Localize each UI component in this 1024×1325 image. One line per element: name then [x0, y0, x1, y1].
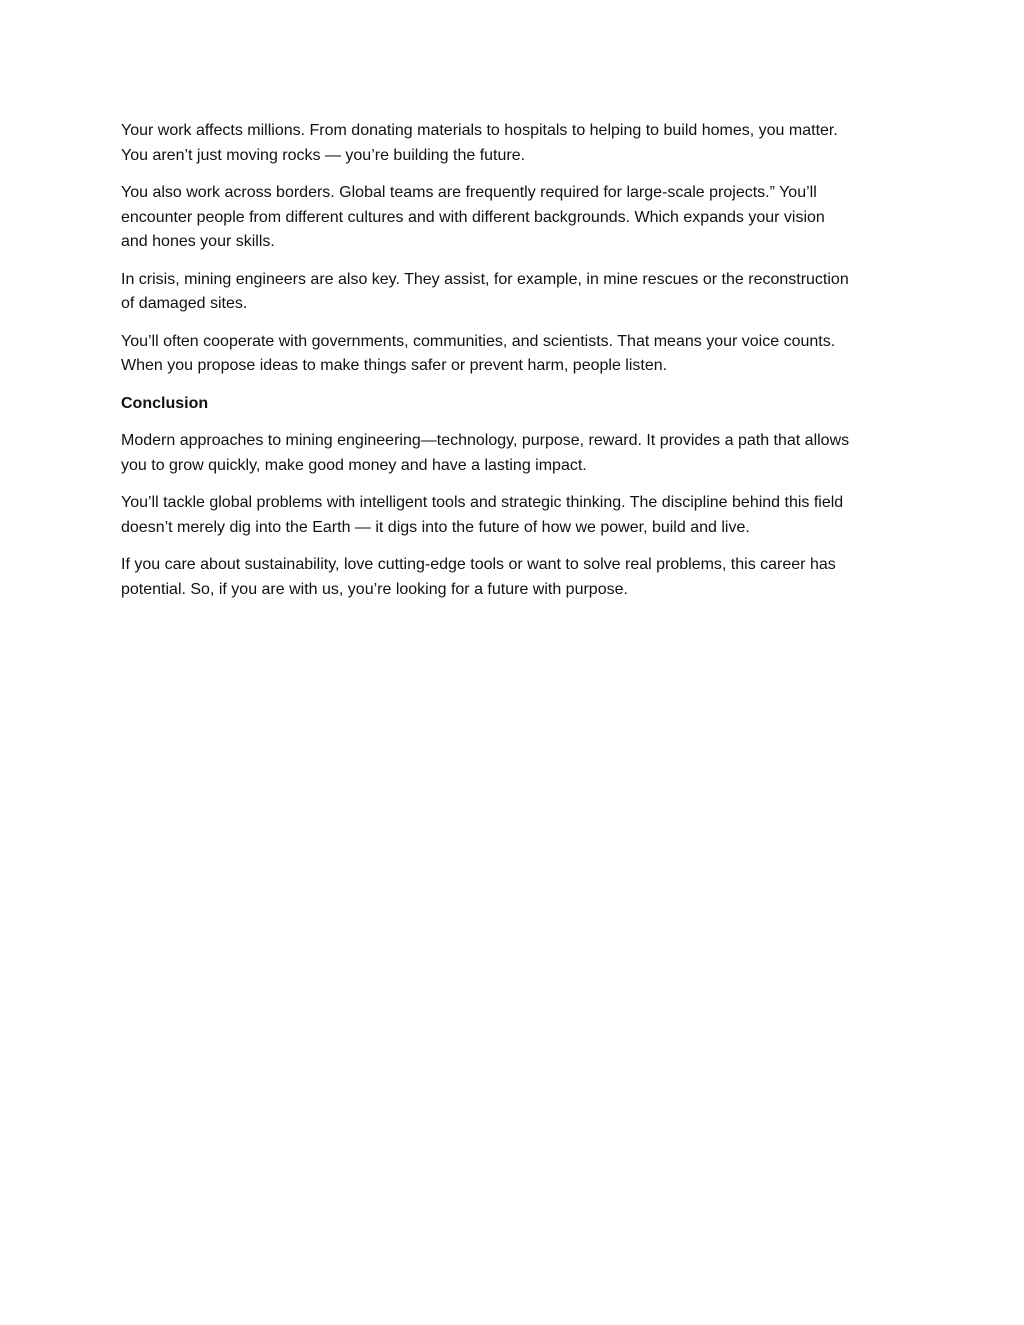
- paragraph-modern-approaches: Modern approaches to mining engineering—technology, purpose, reward. It provides a path that allows you to grow quickly, make good money and have a lasting impact.: [121, 432, 850, 474]
- document-body: [121, 119, 911, 615]
- paragraph-impact: Your work affects millions. From donating materials to hospitals to helping to build homes, you matter. You aren’t just moving rocks — you’re building the future.: [121, 122, 838, 164]
- section-heading-conclusion: Conclusion: [121, 394, 209, 412]
- paragraph-cooperation: You’ll often cooperate with governments, communities, and scientists. That means your voice counts. When you propose ideas to make things safer or prevent harm, people listen.: [121, 332, 836, 374]
- paragraph-global-teams: You also work across borders. Global teams are frequently required for large-scale projects.” You’ll encounter people from different cultures and with different backgrounds. Which expands your vision and hones your skills.: [121, 184, 825, 250]
- paragraph-global-problems: You’ll tackle global problems with intelligent tools and strategic thinking. The discipline behind this field doesn’t merely dig into the Earth — it digs into the future of how we power, build and live.: [121, 494, 844, 536]
- paragraph-crisis: In crisis, mining engineers are also key. They assist, for example, in mine rescues or the reconstruction of damaged sites.: [121, 270, 849, 312]
- paragraph-sustainability: If you care about sustainability, love cutting-edge tools or want to solve real problems, this career has potential. So, if you are with us, you’re looking for a future with purpose.: [121, 556, 836, 598]
